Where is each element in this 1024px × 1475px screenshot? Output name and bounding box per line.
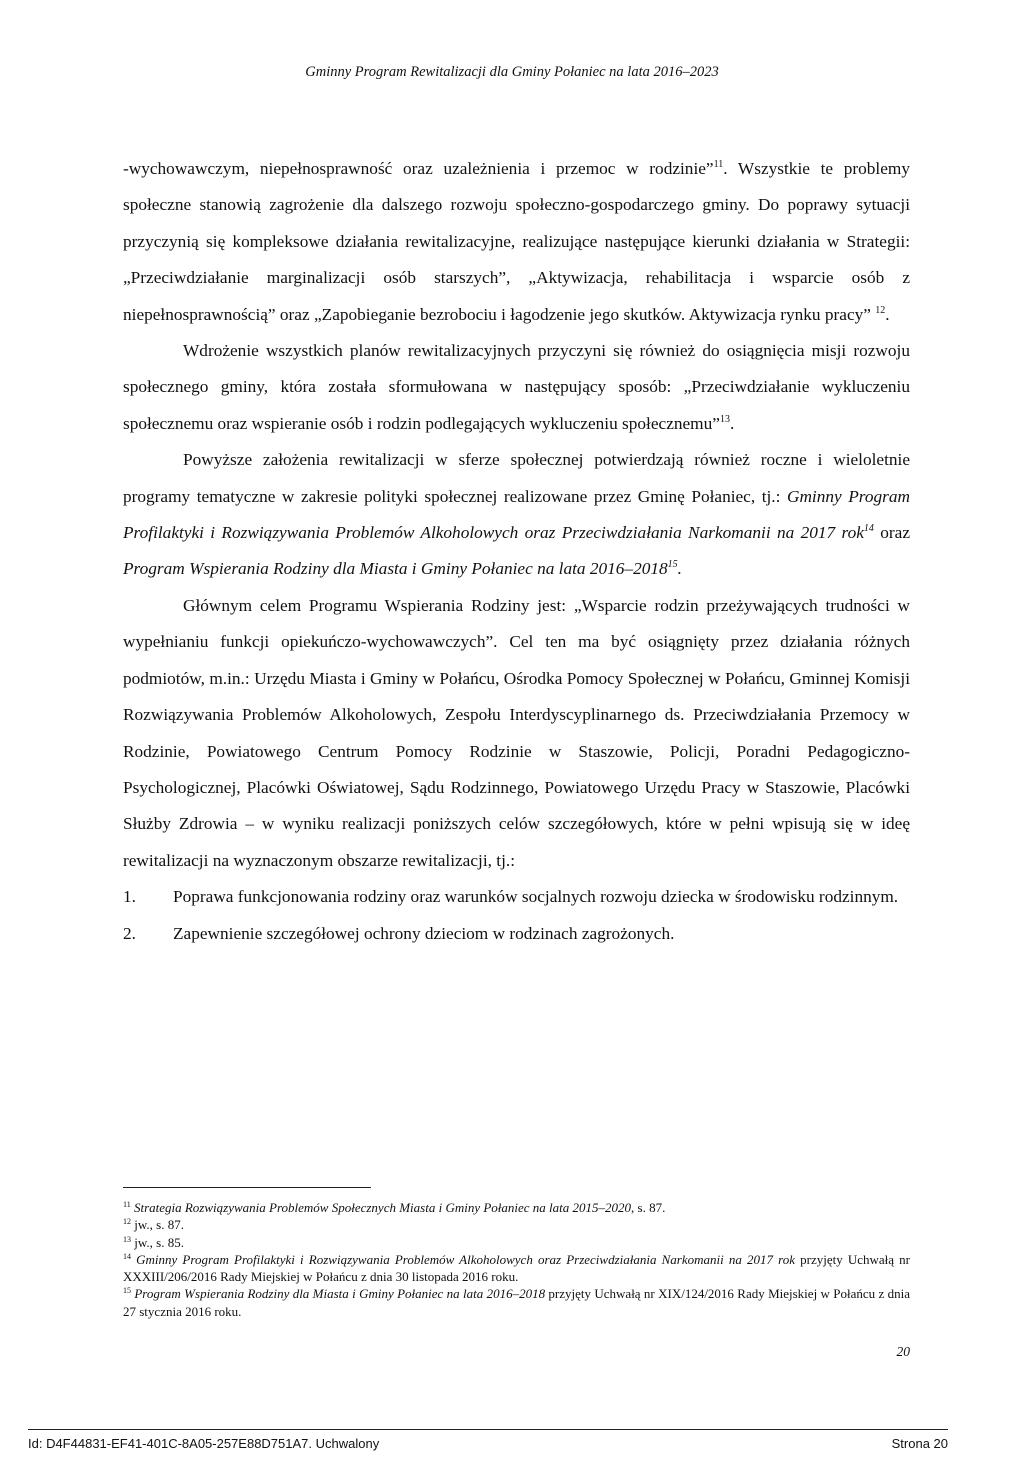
footnotes [123, 1199, 910, 1320]
footnote-ref-13[interactable]: 13 [719, 413, 730, 425]
list-item [123, 916, 910, 952]
text-span: -wychowawczym, niepełnosprawność oraz uzależnienia i przemoc w rodzinie” [123, 159, 714, 178]
footnote-number: 15 [123, 1286, 131, 1296]
list-item [123, 879, 910, 915]
footnote-ref-15[interactable]: 15 [667, 559, 678, 571]
text-span: Powyższe założenia rewitalizacji w sferze społecznej potwierdzają również roczne i wieloletnie programy tematyczne w zakresie polityki społecznej realizowane przez Gminę Połaniec, tj.: [123, 450, 910, 506]
page-header: Gminny Program Rewitalizacji dla Gminy Połaniec na lata 2016–2023 [305, 64, 719, 80]
main-text [123, 151, 910, 952]
footnote-ref-11[interactable]: 11 [713, 159, 724, 170]
footnote-number: 14 [123, 1251, 131, 1261]
footnote-13 [123, 1234, 910, 1251]
paragraph-3 [123, 442, 910, 588]
footnote-ref-14[interactable]: 14 [863, 523, 874, 535]
text-span: Wdrożenie wszystkich planów rewitalizacyjnych przyczyni się również do osiągnięcia misji rozwoju społecznego gminy, która została sformułowana w następujący sposób: „Przeciwdziałanie wykluczeniu społecznemu oraz wspieranie osób i rodzin podlegających wykluczeniu społecznemu” [123, 341, 910, 433]
footnote-text: , s. 87. [631, 1200, 666, 1215]
footnote-separator [123, 1187, 371, 1188]
footer-separator [28, 1429, 948, 1430]
footnote-number: 13 [123, 1234, 131, 1244]
footnote-title: Gminny Program Profilaktyki i Rozwiązywania Problemów Alkoholowych oraz Przeciwdziałania Narkomanii na 2017 rok [136, 1251, 795, 1267]
list-item-text: Poprawa funkcjonowania rodziny oraz warunków socjalnych rozwoju dziecka w środowisku rodzinnym. [173, 887, 899, 907]
paragraph-2 [123, 333, 910, 442]
footnote-title: Strategia Rozwiązywania Problemów Społecznych Miasta i Gminy Połaniec na lata 2015–2020 [133, 1200, 632, 1215]
footnote-title: Program Wspierania Rodziny dla Miasta i Gminy Połaniec na lata 2016–2018 [134, 1286, 546, 1302]
text-span: . Wszystkie te problemy społeczne stanowią zagrożenie dla dalszego rozwoju społeczno-gospodarczego gminy. Do poprawy sytuacji przyczynią się kompleksowe działania rewitalizacyjne, realizujące następujące kierunki działania w Strategii: „Przeciwdziałanie marginalizacji osób starszych”, „Aktywizacja, rehabilitacja i wsparcie osób z niepełnosprawnością” oraz „Zapobieganie bezrobociu i łagodzenie jego skutków. Aktywizacja rynku pracy” [123, 159, 910, 324]
footnote-text: jw., s. 87. [134, 1217, 184, 1233]
text-span: . [729, 413, 735, 433]
text-span: . [677, 559, 682, 579]
list-item-number: 1. [123, 887, 136, 907]
footnote-14 [123, 1251, 910, 1286]
program-title-italic: Program Wspierania Rodziny dla Miasta i Gminy Połaniec na lata 2016–2018 [123, 559, 668, 579]
page-footer [28, 1436, 948, 1451]
document-id: Id: D4F44831-EF41-401C-8A05-257E88D751A7. Uchwalony [28, 1436, 380, 1451]
text-span: oraz [873, 523, 910, 543]
list-item-text: Zapewnienie szczegółowej ochrony dzieciom w rodzinach zagrożonych. [173, 923, 675, 943]
footnote-ref-12[interactable]: 12 [875, 304, 886, 316]
footnote-15 [123, 1285, 910, 1320]
paragraph-4: Głównym celem Programu Wspierania Rodziny jest: „Wsparcie rodzin przeżywających trudności w wypełnianiu funkcji opiekuńczo-wychowawczych”. Cel ten ma być osiągnięty przez działania różnych podmiotów, m.in.: Urzędu Miasta i Gminy w Połańcu, Ośrodka Pomocy Społecznej w Połańcu, Gminnej Komisji Rozwiązywania Problemów Alkoholowych, Zespołu Interdyscyplinarnego ds. Przeciwdziałania Przemocy w Rodzinie, Powiatowego Centrum Pomocy Rodzinie w Staszowie, Policji, Poradni Pedagogiczno-Psychologicznej, Placówki Oświatowej, Sądu Rodzinnego, Powiatowego Urzędu Pracy w Staszowie, Placówki Służby Zdrowia – w wyniku realizacji poniższych celów szczegółowych, które w pełni wpisują się w ideę rewitalizacji na wyznaczonym obszarze rewitalizacji, tj.: [123, 595, 910, 870]
page-number: 20 [896, 1344, 910, 1359]
footnote-12 [123, 1216, 910, 1233]
footnote-text: przyjęty Uchwałą nr XXXIII/206/2016 Rady Miejskiej w Połańcu z dnia 30 listopada 2016 roku. [123, 1251, 911, 1285]
paragraph-1 [123, 151, 910, 333]
goals-list [123, 879, 910, 952]
footnote-number: 12 [123, 1217, 131, 1227]
text-span: . [885, 304, 890, 324]
footnote-11 [123, 1199, 910, 1216]
footnote-number: 11 [123, 1200, 131, 1209]
footer-page-label: Strona 20 [891, 1436, 948, 1451]
footnote-text: przyjęty Uchwałą nr XIX/124/2016 Rady Miejskiej w Połańcu z dnia 27 stycznia 2016 roku. [123, 1286, 911, 1319]
list-item-number: 2. [123, 923, 136, 943]
footnote-text: jw., s. 85. [134, 1234, 184, 1250]
program-title-italic: Gminny Program Profilaktyki i Rozwiązywania Problemów Alkoholowych oraz Przeciwdziałania Narkomanii na 2017 rok [123, 486, 910, 543]
